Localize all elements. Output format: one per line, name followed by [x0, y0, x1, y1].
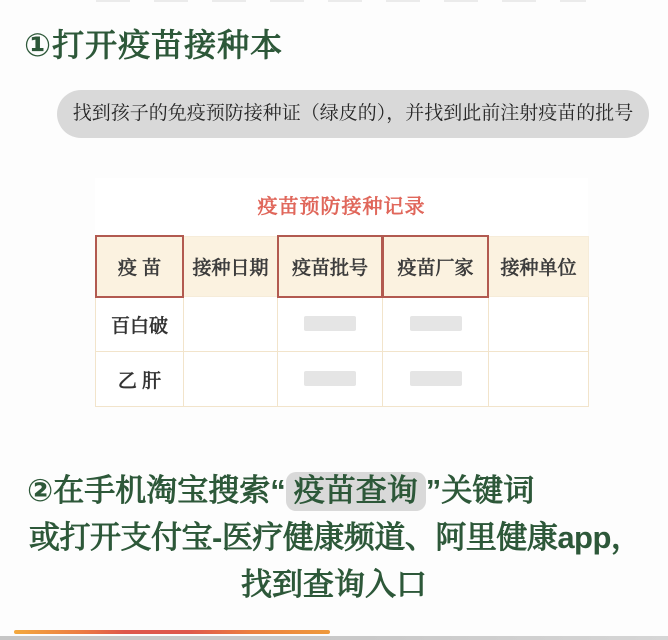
redacted-value-bar [410, 371, 462, 386]
cell-unit [489, 352, 589, 407]
record-table [95, 236, 589, 407]
cell-batch [278, 297, 383, 352]
step2-line1-suffix: 关键词 [441, 473, 535, 508]
keyword-highlight: 疫苗查询 [286, 472, 426, 511]
step2-line1 [0, 467, 668, 514]
cell-manufacturer [383, 352, 489, 407]
redacted-value-bar [304, 371, 356, 386]
step2-heading-block [0, 467, 668, 608]
header-cell-date: 接种日期 [184, 237, 278, 297]
cell-vaccine: 乙 肝 [96, 352, 184, 407]
cell-batch [278, 352, 383, 407]
step2-line2: 或打开支付宝-医疗健康频道、阿里健康app， [29, 520, 642, 555]
table-row [96, 352, 589, 407]
cell-date [184, 352, 278, 407]
redacted-value-bar [410, 316, 462, 331]
open-quote: “ [270, 473, 286, 508]
close-quote: ” [425, 473, 442, 508]
header-cell-manufacturer: 疫苗厂家 [383, 237, 489, 297]
header-cell-vaccine: 疫 苗 [96, 237, 184, 297]
step1-note-pill: 找到孩子的免疫预防接种证（绿皮的），并找到此前注射疫苗的批号 [57, 90, 649, 138]
next-section-orange-bar [14, 630, 330, 634]
header-cell-batch: 疫苗批号 [278, 237, 383, 297]
step1-heading: ①打开疫苗接种本 [24, 27, 284, 63]
bottom-edge-gray-bar [0, 636, 668, 640]
record-table-header-row [96, 237, 589, 297]
record-table-title: 疫苗预防接种记录 [257, 196, 426, 218]
header-cell-unit: 接种单位 [489, 237, 589, 297]
cell-vaccine: 百白破 [96, 297, 184, 352]
table-row [96, 297, 589, 352]
redacted-value-bar [304, 316, 356, 331]
cell-date [184, 297, 278, 352]
cell-manufacturer [383, 297, 489, 352]
vaccination-record-card [95, 178, 588, 406]
cropped-content-remnant [96, 0, 586, 2]
step2-line3: 找到查询入口 [241, 567, 427, 602]
cell-unit [489, 297, 589, 352]
step2-line1-prefix: ②在手机淘宝搜索 [27, 473, 271, 508]
